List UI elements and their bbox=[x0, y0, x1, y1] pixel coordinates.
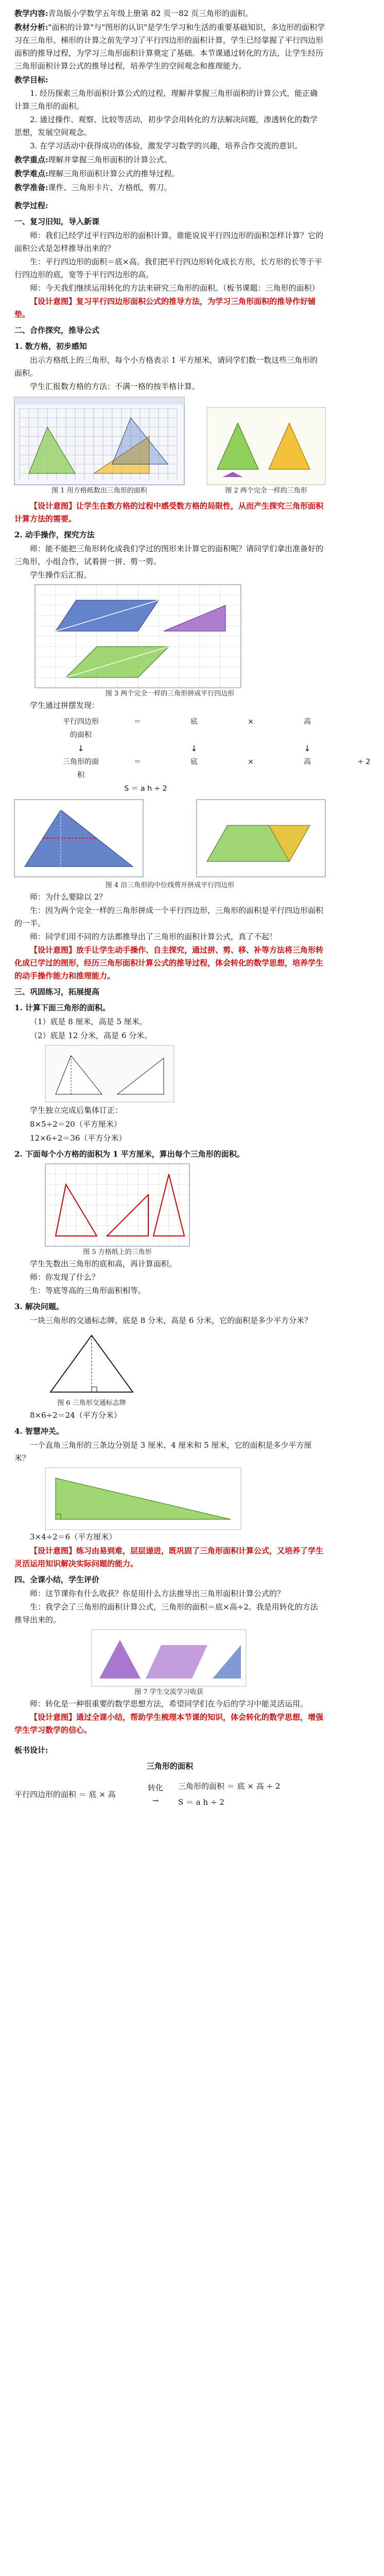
difficult-text: 理解三角形面积计算公式的推导过程。 bbox=[48, 169, 180, 178]
part3-title: 三、巩固练习，拓展提高 bbox=[14, 987, 100, 996]
midline-triangle-image bbox=[14, 800, 143, 877]
summary-shapes-image bbox=[92, 1630, 246, 1686]
key-line bbox=[14, 154, 325, 166]
design-note: 【设计意图】复习平行四边形面积公式的推导方法，为学习三角形面积的推导作好铺垫。 bbox=[14, 297, 316, 319]
difficult-line bbox=[14, 167, 325, 180]
prep-label: 教学准备: bbox=[14, 183, 48, 192]
figure-grid bbox=[14, 397, 184, 496]
part1-title: 一、复习旧知，导入新课 bbox=[14, 217, 100, 226]
figure-exercise-triangles bbox=[14, 1045, 325, 1102]
part4-para: 师：转化是一种很重要的数学思想方法，希望同学们在今后的学习中能灵活运用。 bbox=[30, 1699, 308, 1708]
ex1-answer-intro: 学生独立完成后集体订正： bbox=[30, 1106, 123, 1115]
design-note: 【设计意图】练习由易到难，层层递进，既巩固了三角形面积计算公式，又培养了学生灵活运用知识解决实际问题的能力。 bbox=[14, 1546, 324, 1568]
figure-caption: 图 4 沿三角形的中位线剪开拼成平行四边形 bbox=[105, 882, 235, 889]
part4-title: 四、全课小结，学生评价 bbox=[14, 1575, 100, 1584]
down-arrow-icon: ↓ bbox=[190, 743, 198, 753]
goal-item: 2. 通过操作、观察、比较等活动，初步学会用转化的方法解决问题，渗透转化的数学思想，发展空间观念。 bbox=[14, 115, 318, 137]
figure-midline bbox=[14, 800, 143, 877]
ex4-answer: 3×4÷2＝6（平方厘米） bbox=[30, 1532, 117, 1541]
formula-row bbox=[61, 755, 371, 782]
two-triangles-image bbox=[207, 408, 325, 485]
sub2-para: 生：因为两个完全一样的三角形拼成一个平行四边形，三角形的面积是平行四边形面积的一半。 bbox=[14, 906, 324, 928]
content-label: 教学内容: bbox=[14, 9, 48, 18]
formula-row bbox=[61, 715, 325, 742]
formula-term: × bbox=[248, 758, 254, 766]
figure-caption: 图 5 方格纸上的三角形 bbox=[83, 1248, 152, 1256]
exercise-answer: 12×6÷2＝36（平方分米） bbox=[30, 1133, 127, 1143]
exercise-triangles-image bbox=[45, 1045, 174, 1102]
sub2-title: 2. 动手操作，探究方法 bbox=[14, 530, 95, 539]
formula-arrows bbox=[61, 742, 325, 755]
board-right-formula bbox=[178, 1780, 312, 1793]
formula-term: × bbox=[248, 718, 254, 726]
part1-para: 师：今天我们继续运用转化的方法来研究三角形的面积。（板书课题：三角形的面积） bbox=[30, 283, 320, 293]
formula-term: 高 bbox=[304, 718, 311, 726]
board-term: ＝ bbox=[226, 1782, 235, 1791]
material-text: "面积的计算"与"图形的认识"是学生学习和生活的重要基础知识，多边形的面积学习在三角形、梯形的计算之前先学习了平行四边形的面积计算，学生已经掌握了平行四边形面积的推导过程，为学习三角形面积计算奠定了基础。本节课通过转化的方法，让学生经历三角形面积计算公式的推导过程，培养学生的空间观念和推理能力。 bbox=[14, 23, 325, 71]
part1-para: 生：平行四边形的面积＝底×高。我们把平行四边形转化成长方形，长方形的长等于平行四边形的底，宽等于平行四边形的高。 bbox=[14, 257, 322, 279]
figure-two-triangles bbox=[207, 408, 325, 496]
content-line bbox=[14, 7, 325, 20]
board-term: 底 bbox=[237, 1782, 245, 1791]
board-left bbox=[14, 1788, 133, 1801]
board-term: × bbox=[247, 1782, 254, 1791]
formula-derivation bbox=[61, 715, 371, 795]
board-content bbox=[14, 1776, 325, 1813]
figure-row-1 bbox=[14, 397, 325, 496]
board-term: 底 bbox=[89, 1789, 97, 1799]
exercise-item: （1）底是 8 厘米，高是 5 厘米。 bbox=[30, 1017, 147, 1026]
formula-term: 三角形的面积 bbox=[63, 758, 99, 779]
ex3-answer: 8×6÷2＝24（平方分米） bbox=[30, 1411, 121, 1420]
goal-item: 3. 在学习活动中获得成功的体验，激发学习数学的兴趣，培养合作交流的意识。 bbox=[30, 141, 303, 150]
ex2-para: 师：你发现了什么？ bbox=[30, 1273, 100, 1282]
exercise-item: （2）底是 12 分米，高是 6 分米。 bbox=[30, 1031, 152, 1040]
difficult-label: 教学难点: bbox=[14, 169, 48, 178]
board-method bbox=[140, 1782, 171, 1807]
goal-item: 1. 经历探索三角形面积计算公式的过程，理解并掌握三角形面积的计算公式，能正确计算三角形的面积。 bbox=[14, 89, 318, 111]
design-note: 【设计意图】通过全课小结，帮助学生梳理本节课的知识，体会转化的数学思想，增强学生学习数学的信心。 bbox=[14, 1713, 324, 1735]
ex1-title: 1. 计算下面三角形的面积。 bbox=[14, 1003, 110, 1012]
sub1-title: 1. 数方格，初步感知 bbox=[14, 342, 87, 351]
sub2-para: 师：同学们用不同的方法都推导出了三角形的面积计算公式，真了不起！ bbox=[30, 932, 277, 941]
figure-sign bbox=[14, 1330, 325, 1408]
board-design bbox=[14, 1744, 325, 1813]
figure-caption: 图 6 三角形交通标志牌 bbox=[57, 1399, 126, 1407]
formula-term: 底 bbox=[190, 718, 198, 726]
board-term: ÷ 2 bbox=[266, 1782, 281, 1791]
sub1-para: 学生汇报数方格的方法：不满一格的按半格计算。 bbox=[30, 382, 200, 391]
ex4-title: 4. 智慧冲关。 bbox=[14, 1427, 64, 1436]
sub2-para: 学生操作后汇报。 bbox=[30, 570, 92, 580]
sub2-para: 师：为什么要除以 2？ bbox=[30, 892, 107, 902]
design-note: 【设计意图】放手让学生动手操作、自主探究，通过拼、剪、移、补等方法将三角形转化成已学过的图形，经历三角形面积计算公式的推导过程，体会转化的数学思想，培养学生的动手操作能力和推理能力。 bbox=[14, 945, 324, 980]
down-arrow-icon: ↓ bbox=[304, 743, 311, 753]
formula-term: 平行四边形的面积 bbox=[63, 718, 99, 739]
formula-term: ÷ 2 bbox=[357, 758, 371, 766]
formula-term: 高 bbox=[304, 758, 311, 766]
figure-caption: 图 7 学生交流学习收获 bbox=[134, 1688, 203, 1696]
figure-parallelograms bbox=[14, 585, 325, 699]
formula-term: 底 bbox=[190, 758, 198, 766]
figure-summary bbox=[14, 1630, 325, 1697]
right-arrow-icon: → bbox=[152, 1796, 159, 1805]
key-text: 理解并掌握三角形面积的计算公式。 bbox=[48, 155, 172, 164]
material-label: 教材分析: bbox=[14, 23, 48, 32]
content-text: 青岛版小学数学五年级上册第 82 页一82 页三角形的面积。 bbox=[48, 9, 253, 18]
ex2-para: 学生先数出三角形的底和高，再计算面积。 bbox=[30, 1259, 177, 1268]
material-line bbox=[14, 21, 325, 73]
board-right bbox=[178, 1780, 312, 1809]
grid-triangles-image bbox=[14, 397, 184, 485]
formula-intro: 学生通过拼摆发现： bbox=[30, 701, 100, 710]
figure-caption: 图 3 两个完全一样的三角形拼成平行四边形 bbox=[105, 690, 235, 698]
board-method-label: 转化 bbox=[147, 1783, 163, 1792]
formula-letters: S ＝ a h ÷ 2 bbox=[124, 785, 167, 793]
formula-term: ＝ bbox=[134, 758, 141, 766]
figure-right-triangle bbox=[14, 1468, 325, 1530]
figure-caption: 图 2 两个完全一样的三角形 bbox=[225, 487, 307, 495]
process-label: 教学过程: bbox=[14, 201, 48, 210]
board-left-formula bbox=[14, 1788, 133, 1801]
board-term: 高 bbox=[256, 1782, 264, 1791]
prep-text: 课件、三角形卡片、方格纸、剪刀。 bbox=[48, 183, 172, 192]
prep-line bbox=[14, 181, 325, 194]
ex4-para: 一个直角三角形的三条边分别是 3 厘米、4 厘米和 5 厘米，它的面积是多少平方厘米？ bbox=[14, 1440, 312, 1463]
board-term: ＝ bbox=[78, 1789, 86, 1799]
right-triangle-image bbox=[45, 1468, 241, 1530]
board-term: × bbox=[99, 1789, 106, 1799]
figure-grid-exercise bbox=[14, 1164, 325, 1257]
exercise-answer: 8×5÷2＝20（平方厘米） bbox=[30, 1120, 121, 1129]
traffic-sign-triangle-image bbox=[45, 1330, 138, 1397]
parallelogram-grid-image bbox=[35, 585, 241, 688]
design-note: 【设计意图】让学生在数方格的过程中感受数方格的局限性，从而产生探究三角形面积计算方法的需要。 bbox=[14, 501, 324, 523]
reassembled-parallelogram-image bbox=[197, 800, 325, 877]
board-term: 平行四边形的面积 bbox=[14, 1789, 77, 1799]
ex3-title: 3. 解决问题。 bbox=[14, 1302, 64, 1311]
goals-block bbox=[14, 74, 325, 152]
ex3-para: 一块三角形的交通标志牌，底是 8 分米，高是 6 分米，它的面积是多少平方分米？ bbox=[30, 1316, 312, 1325]
figure-cut-reassemble bbox=[197, 800, 325, 877]
sub1-para: 出示方格纸上的三角形，每个小方格表示 1 平方厘米，请同学们数一数这些三角形的面积。 bbox=[14, 355, 318, 378]
goals-label: 教学目标: bbox=[14, 75, 48, 84]
part4-para: 生：我学会了三角形的面积计算公式，三角形的面积＝底×高÷2。我是用转化的方法推导出来的。 bbox=[14, 1602, 318, 1624]
part2-title: 二、合作探究，推导公式 bbox=[14, 326, 100, 335]
board-title: 板书设计: bbox=[14, 1745, 48, 1755]
figure-caption: 图 1 用方格纸数出三角形的面积 bbox=[51, 487, 147, 495]
ex2-title: 2. 下面每个小方格的面积为 1 平方厘米，算出每个三角形的面积。 bbox=[14, 1149, 245, 1159]
figure-row-2 bbox=[14, 800, 325, 877]
part4-para: 师：这节课你有什么收获？你是用什么方法推导出三角形面积计算公式的？ bbox=[30, 1589, 285, 1598]
down-arrow-icon: ↓ bbox=[77, 743, 84, 753]
ex2-para: 生：等底等高的三角形面积相等。 bbox=[30, 1286, 146, 1295]
key-label: 教学重点: bbox=[14, 155, 48, 164]
board-term: 三角形的面积 bbox=[178, 1782, 225, 1791]
board-term: 高 bbox=[108, 1789, 116, 1799]
sub2-para: 师：能不能把三角形转化成我们学过的图形来计算它的面积呢？请同学们拿出准备好的三角形，小组合作，试着拼一拼、剪一剪。 bbox=[14, 544, 324, 566]
formula-term: ＝ bbox=[134, 718, 141, 726]
part1-para: 师：我们已经学过平行四边形的面积计算，谁能说说平行四边形的面积怎样计算？它的面积公式是怎样推导出来的？ bbox=[14, 231, 324, 253]
grid-exercise-image bbox=[45, 1164, 189, 1246]
board-heading: 三角形的面积 bbox=[146, 1761, 193, 1771]
board-letters: S ＝ a h ÷ 2 bbox=[178, 1798, 224, 1807]
